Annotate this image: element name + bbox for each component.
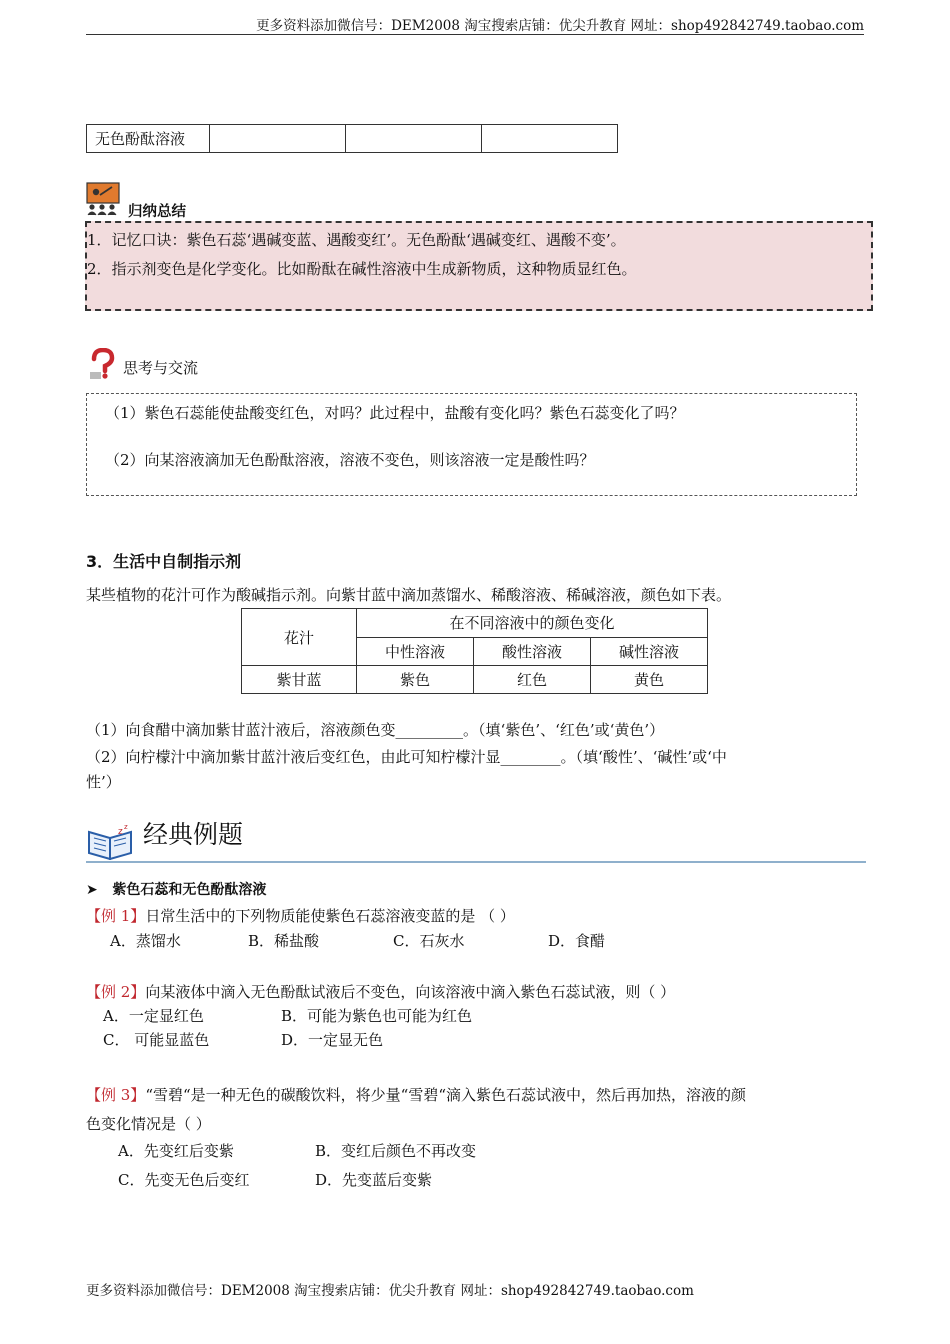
table-cell: 红色: [474, 666, 591, 694]
table-cell: 紫甘蓝: [242, 666, 357, 694]
summary-box: [85, 221, 873, 311]
option-b: B．变红后颜色不再改变: [315, 1142, 477, 1160]
think-question-2: （2）向某溶液滴加无色酚酞溶液，溶液不变色，则该溶液一定是酸性吗？: [105, 451, 595, 469]
example-2-tag: 【例 2】: [86, 983, 146, 1001]
svg-text:z: z: [124, 823, 128, 831]
think-question-1: （1）紫色石蕊能使盐酸变红色，对吗？此过程中，盐酸有变化吗？紫色石蕊变化了吗？: [105, 404, 685, 422]
teacher-icon: [86, 182, 122, 216]
section-intro: 某些植物的花汁可作为酸碱指示剂。向紫甘蓝中滴加蒸馏水、稀酸溶液、稀碱溶液，颜色如下表。: [86, 586, 732, 604]
indicator-table: [86, 124, 618, 153]
section-question-2-cont: 性’）: [86, 773, 121, 791]
option-a: A．先变红后变紫: [118, 1142, 234, 1160]
option-c: C． 可能显蓝色: [103, 1031, 210, 1049]
section-question-1: （1）向食醋中滴加紫甘蓝汁液后，溶液颜色变_________。（填‘紫色’、‘红色’或‘黄色’）: [86, 721, 665, 739]
examples-divider: [86, 861, 866, 863]
option-c: C．先变无色后变红: [118, 1171, 250, 1189]
option-a: A．一定显红色: [103, 1007, 204, 1025]
examples-title: 经典例题: [143, 820, 244, 849]
table-header-cell: 在不同溶液中的颜色变化: [357, 609, 708, 638]
table-header-cell: 花汁: [242, 609, 357, 666]
option-d: D．先变蓝后变紫: [315, 1171, 433, 1189]
svg-text:z: z: [118, 827, 123, 837]
summary-line-2: 2．指示剂变色是化学变化。比如酚酞在碱性溶液中生成新物质，这种物质显红色。: [87, 260, 637, 278]
arrow-bullet-icon: ➤: [86, 882, 98, 898]
table-header-cell: 碱性溶液: [591, 637, 708, 666]
example-2-stem: [86, 981, 675, 1002]
example-2-text: 向某液体中滴入无色酚酞试液后不变色，向该溶液中滴入紫色石蕊试液，则（ ）: [145, 983, 676, 1001]
page-header: 更多资料添加微信号：DEM2008 淘宝搜索店铺：优尖升教育 网址：shop492842749.taobao.com: [256, 18, 864, 34]
table-cell: [346, 125, 482, 153]
table-cell: 紫色: [357, 666, 474, 694]
option-d: D．一定显无色: [281, 1031, 384, 1049]
table-cell: [210, 125, 346, 153]
table-row: [242, 609, 708, 638]
topic-heading: [86, 879, 266, 899]
table-cell: [482, 125, 618, 153]
color-table: [241, 608, 708, 694]
example-1-stem: [86, 905, 515, 926]
example-3-stem-cont: 色变化情况是（ ）: [86, 1115, 211, 1133]
table-row: [242, 666, 708, 694]
page-footer: 更多资料添加微信号：DEM2008 淘宝搜索店铺：优尖升教育 网址：shop492842749.taobao.com: [86, 1283, 694, 1299]
option-b: B．可能为紫色也可能为红色: [281, 1007, 473, 1025]
option-b: B．稀盐酸: [248, 932, 320, 950]
section-heading: 3．生活中自制指示剂: [86, 552, 242, 571]
topic-label: 紫色石蕊和无色酚酞溶液: [112, 882, 267, 898]
think-label: 思考与交流: [123, 359, 199, 377]
summary-title: 归纳总结: [128, 204, 186, 220]
header-divider: [86, 34, 864, 35]
example-3-stem: [86, 1084, 746, 1105]
table-header-cell: 中性溶液: [357, 637, 474, 666]
option-c: C．石灰水: [393, 932, 465, 950]
option-d: D．食醋: [548, 932, 606, 950]
question-icon: [88, 348, 120, 380]
option-a: A．蒸馏水: [110, 932, 181, 950]
table-cell: 黄色: [591, 666, 708, 694]
book-icon: [86, 822, 136, 860]
example-1-tag: 【例 1】: [86, 907, 146, 925]
example-3-tag: 【例 3】: [86, 1086, 146, 1104]
example-1-text: 日常生活中的下列物质能使紫色石蕊溶液变蓝的是 （ ）: [145, 907, 515, 925]
table-cell: 无色酚酞溶液: [87, 125, 210, 153]
table-header-cell: 酸性溶液: [474, 637, 591, 666]
summary-line-1: 1．记忆口诀：紫色石蕊‘遇碱变蓝、遇酸变红’。无色酚酞‘遇碱变红、遇酸不变’。: [87, 231, 626, 249]
section-question-2: （2）向柠檬汁中滴加紫甘蓝汁液后变红色，由此可知柠檬汁显________。（填‘酸性’、‘碱性’或‘中: [86, 748, 727, 766]
example-3-text: “雪碧“是一种无色的碳酸饮料，将少量“雪碧“滴入紫色石蕊试液中，然后再加热，溶液的颜: [145, 1086, 746, 1104]
table-row: [87, 125, 618, 153]
think-box: [86, 393, 857, 496]
